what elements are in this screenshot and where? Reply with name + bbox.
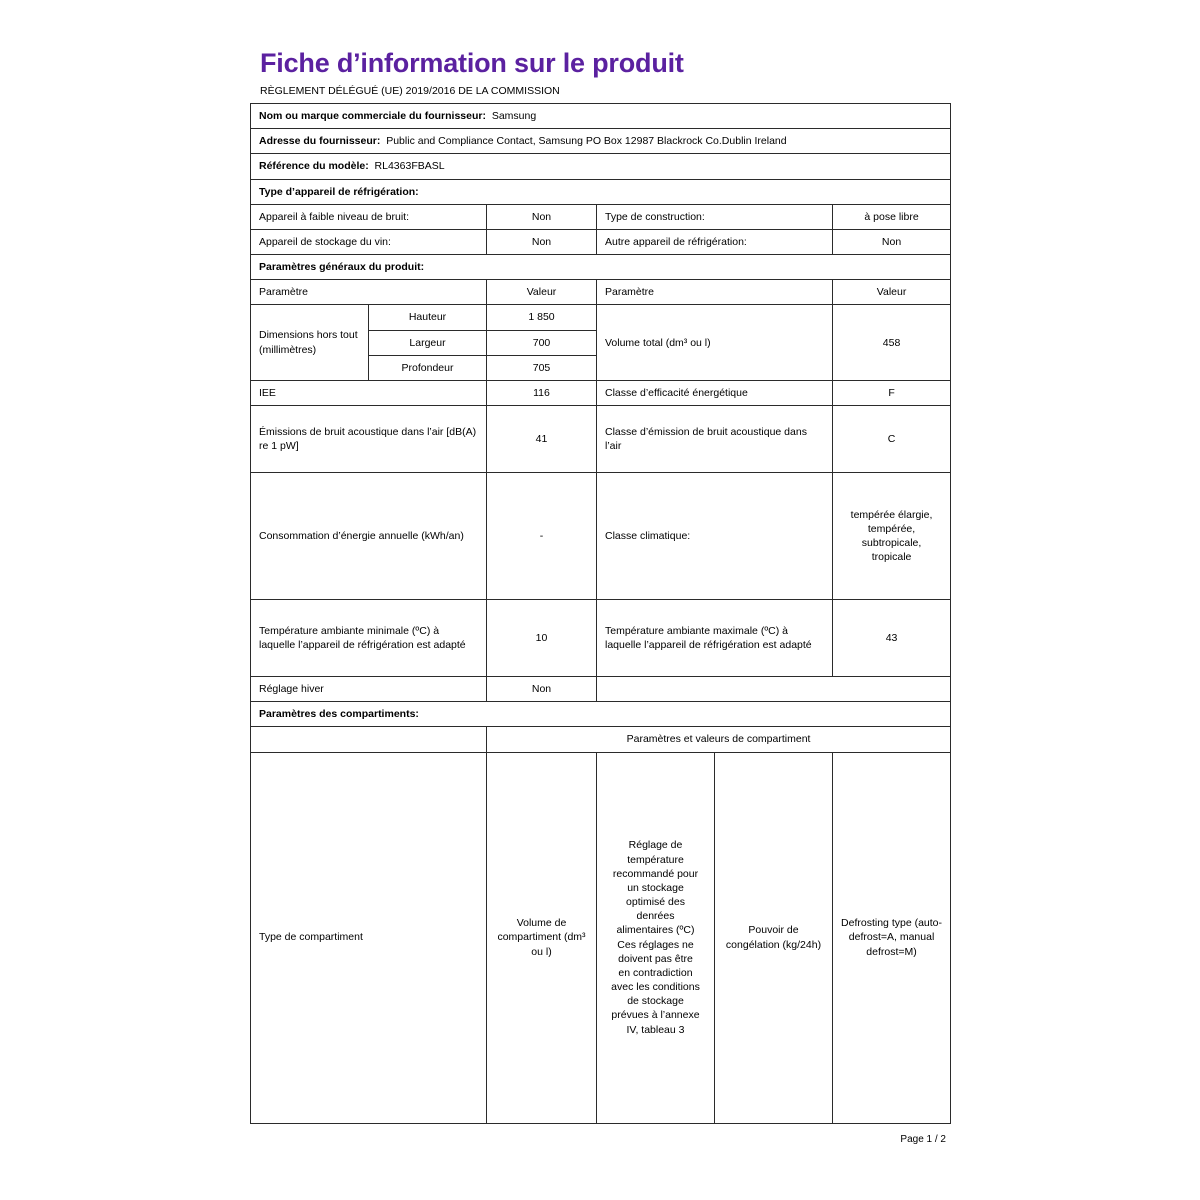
page-title: Fiche d’information sur le produit xyxy=(260,48,684,78)
supplier-address-label: Adresse du fournisseur: xyxy=(259,135,381,148)
supplier-name-value: Samsung xyxy=(491,110,537,122)
compartment-type-label: Type de compartiment xyxy=(251,752,487,1123)
eei-value: 116 xyxy=(487,380,597,405)
width-label: Largeur xyxy=(369,330,487,355)
col-header-param-left: Paramètre xyxy=(251,280,487,305)
other-appliance-label: Autre appareil de réfrigération: xyxy=(597,229,833,254)
depth-label: Profondeur xyxy=(369,355,487,380)
col-header-value-left: Valeur xyxy=(487,280,597,305)
product-information-table xyxy=(250,103,951,1124)
table-row xyxy=(251,204,951,229)
table-row xyxy=(251,104,951,129)
low-noise-value: Non xyxy=(487,204,597,229)
annual-energy-value: - xyxy=(487,473,597,600)
winter-setting-empty xyxy=(597,677,951,702)
supplier-address-value: Public and Compliance Contact, Samsung PO Box 12987 Blackrock Co.Dublin Ireland xyxy=(386,135,787,148)
table-row xyxy=(251,154,951,179)
construction-type-label: Type de construction: xyxy=(597,204,833,229)
total-volume-value: 458 xyxy=(833,305,951,381)
climate-class-label: Classe climatique: xyxy=(597,473,833,600)
winter-setting-value: Non xyxy=(487,677,597,702)
winter-setting-label: Réglage hiver xyxy=(251,677,487,702)
product-fiche-page xyxy=(250,40,950,1145)
compartments-blank-cell xyxy=(251,727,487,752)
eei-label: IEE xyxy=(251,380,487,405)
compartments-header-span: Paramètres et valeurs de compartiment xyxy=(487,727,951,752)
table-row xyxy=(251,305,951,330)
supplier-address-cell xyxy=(251,129,951,154)
compartment-volume-label: Volume de compartiment (dm³ ou l) xyxy=(487,752,597,1123)
height-value: 1 850 xyxy=(487,305,597,330)
noise-emissions-value: 41 xyxy=(487,406,597,473)
appliance-type-section-label: Type d’appareil de réfrigération: xyxy=(251,179,951,204)
table-row xyxy=(251,406,951,473)
table-row xyxy=(251,280,951,305)
low-noise-label: Appareil à faible niveau de bruit: xyxy=(251,204,487,229)
total-volume-label: Volume total (dm³ ou l) xyxy=(597,305,833,381)
table-row xyxy=(251,380,951,405)
depth-value: 705 xyxy=(487,355,597,380)
table-row xyxy=(251,129,951,154)
col-header-value-right: Valeur xyxy=(833,280,951,305)
max-ambient-temp-label: Température ambiante maximale (ºC) à laquelle l’appareil de réfrigération est adapté xyxy=(597,600,833,677)
compartment-temp-setting-label: Réglage de température recommandé pour un stockage optimisé des denrées alimentaires (ºC) Ces réglages ne doivent pas être en contradiction avec les conditions de stockage prévues à l’annexe IV, tableau 3 xyxy=(597,752,715,1123)
table-row xyxy=(251,677,951,702)
min-ambient-temp-label: Température ambiante minimale (ºC) à laquelle l’appareil de réfrigération est adapté xyxy=(251,600,487,677)
compartments-section-label: Paramètres des compartiments: xyxy=(251,702,951,727)
model-reference-cell xyxy=(251,154,951,179)
regulation-subtitle: RÈGLEMENT DÉLÉGUÉ (UE) 2019/2016 DE LA COMMISSION xyxy=(260,85,560,97)
col-header-param-right: Paramètre xyxy=(597,280,833,305)
supplier-name-cell xyxy=(251,104,951,129)
width-value: 700 xyxy=(487,330,597,355)
min-ambient-temp-value: 10 xyxy=(487,600,597,677)
model-reference-value: RL4363FBASL xyxy=(374,160,445,173)
page-footer: Page 1 / 2 xyxy=(900,1133,946,1145)
annual-energy-label: Consommation d’énergie annuelle (kWh/an) xyxy=(251,473,487,600)
model-reference-label: Référence du modèle: xyxy=(259,160,369,173)
construction-type-value: à pose libre xyxy=(833,204,951,229)
noise-class-value: C xyxy=(833,406,951,473)
height-label: Hauteur xyxy=(369,305,487,330)
table-row xyxy=(251,473,951,600)
general-parameters-section-label: Paramètres généraux du produit: xyxy=(251,255,951,280)
table-row xyxy=(251,229,951,254)
table-row xyxy=(251,727,951,752)
compartment-defrost-type-label: Defrosting type (auto-defrost=A, manual defrost=M) xyxy=(833,752,951,1123)
energy-class-value: F xyxy=(833,380,951,405)
wine-storage-value: Non xyxy=(487,229,597,254)
table-row xyxy=(251,255,951,280)
table-row xyxy=(251,600,951,677)
table-row xyxy=(251,179,951,204)
compartment-freezing-capacity-label: Pouvoir de congélation (kg/24h) xyxy=(715,752,833,1123)
table-row xyxy=(251,702,951,727)
energy-class-label: Classe d’efficacité énergétique xyxy=(597,380,833,405)
max-ambient-temp-value: 43 xyxy=(833,600,951,677)
other-appliance-value: Non xyxy=(833,229,951,254)
noise-class-label: Classe d’émission de bruit acoustique dans l’air xyxy=(597,406,833,473)
noise-emissions-label: Émissions de bruit acoustique dans l’air [dB(A) re 1 pW] xyxy=(251,406,487,473)
dimensions-label: Dimensions hors tout (millimètres) xyxy=(251,305,369,381)
wine-storage-label: Appareil de stockage du vin: xyxy=(251,229,487,254)
supplier-name-label: Nom ou marque commerciale du fournisseur: xyxy=(259,110,486,122)
climate-class-value: tempérée élargie, tempérée, subtropicale, tropicale xyxy=(833,473,951,600)
table-row xyxy=(251,752,951,1123)
